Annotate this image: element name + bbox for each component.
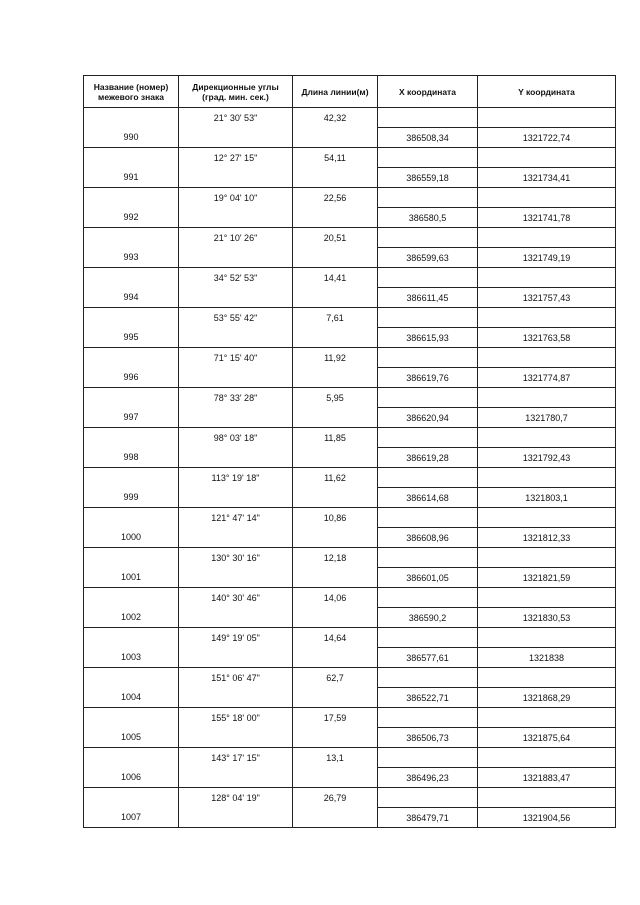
cell-line-length: 11,62 — [293, 468, 378, 488]
cell-direction-angle — [179, 728, 293, 748]
cell-direction-angle — [179, 608, 293, 628]
cell-direction-angle: 130° 30' 16" — [179, 548, 293, 568]
cell-point-name: 990 — [84, 128, 179, 148]
cell-x-coordinate: 386559,18 — [378, 168, 478, 188]
cell-point-name — [84, 708, 179, 728]
cell-direction-angle: 71° 15' 40" — [179, 348, 293, 368]
cell-direction-angle — [179, 168, 293, 188]
cell-line-length: 11,85 — [293, 428, 378, 448]
cell-line-length — [293, 448, 378, 468]
cell-y-coordinate — [478, 188, 616, 208]
cell-direction-angle — [179, 408, 293, 428]
cell-x-coordinate — [378, 348, 478, 368]
table-row-point — [84, 648, 616, 668]
cell-y-coordinate: 1321749,19 — [478, 248, 616, 268]
cell-x-coordinate: 386599,63 — [378, 248, 478, 268]
cell-x-coordinate — [378, 188, 478, 208]
cell-y-coordinate: 1321757,43 — [478, 288, 616, 308]
cell-direction-angle: 21° 30' 53" — [179, 108, 293, 128]
cell-point-name: 1003 — [84, 648, 179, 668]
cell-x-coordinate: 386620,94 — [378, 408, 478, 428]
cell-line-length: 14,06 — [293, 588, 378, 608]
table-row-segment — [84, 188, 616, 208]
cell-line-length — [293, 248, 378, 268]
cell-line-length: 26,79 — [293, 788, 378, 808]
table-row-point — [84, 608, 616, 628]
cell-x-coordinate — [378, 548, 478, 568]
cell-direction-angle: 151° 06' 47" — [179, 668, 293, 688]
cell-point-name — [84, 148, 179, 168]
cell-line-length — [293, 128, 378, 148]
cell-direction-angle: 53° 55' 42" — [179, 308, 293, 328]
cell-x-coordinate: 386615,93 — [378, 328, 478, 348]
cell-direction-angle: 12° 27' 15" — [179, 148, 293, 168]
cell-point-name: 1004 — [84, 688, 179, 708]
cell-line-length — [293, 688, 378, 708]
table-row-segment — [84, 468, 616, 488]
cell-y-coordinate — [478, 348, 616, 368]
cell-y-coordinate — [478, 108, 616, 128]
table-row-point — [84, 368, 616, 388]
cell-direction-angle — [179, 288, 293, 308]
cell-x-coordinate — [378, 268, 478, 288]
cell-y-coordinate: 1321868,29 — [478, 688, 616, 708]
cell-line-length — [293, 368, 378, 388]
header-y: Y координата — [478, 76, 616, 108]
table-body — [84, 108, 616, 828]
cell-line-length: 62,7 — [293, 668, 378, 688]
cell-y-coordinate — [478, 508, 616, 528]
cell-point-name — [84, 188, 179, 208]
table-row-segment — [84, 428, 616, 448]
cell-direction-angle: 128° 04' 19" — [179, 788, 293, 808]
table-row-segment — [84, 388, 616, 408]
cell-x-coordinate: 386479,71 — [378, 808, 478, 828]
cell-direction-angle: 34° 52' 53" — [179, 268, 293, 288]
table-row-segment — [84, 268, 616, 288]
cell-x-coordinate — [378, 468, 478, 488]
cell-y-coordinate — [478, 228, 616, 248]
cell-y-coordinate: 1321875,64 — [478, 728, 616, 748]
cell-point-name: 1007 — [84, 808, 179, 828]
cell-y-coordinate — [478, 708, 616, 728]
cell-y-coordinate — [478, 628, 616, 648]
table-row-point — [84, 568, 616, 588]
cell-y-coordinate: 1321763,58 — [478, 328, 616, 348]
cell-direction-angle: 121° 47' 14" — [179, 508, 293, 528]
cell-point-name — [84, 348, 179, 368]
cell-direction-angle: 21° 10' 26" — [179, 228, 293, 248]
cell-direction-angle — [179, 528, 293, 548]
table-row-point — [84, 728, 616, 748]
cell-y-coordinate — [478, 788, 616, 808]
cell-x-coordinate: 386580,5 — [378, 208, 478, 228]
cell-x-coordinate — [378, 508, 478, 528]
cell-point-name — [84, 308, 179, 328]
cell-line-length: 20,51 — [293, 228, 378, 248]
cell-line-length: 17,59 — [293, 708, 378, 728]
table-row-segment — [84, 628, 616, 648]
table-row-segment — [84, 108, 616, 128]
header-angle: Дирекционные углы (град. мин. сек.) — [179, 76, 293, 108]
cell-y-coordinate — [478, 428, 616, 448]
cell-direction-angle — [179, 328, 293, 348]
header-name: Название (номер) межевого знака — [84, 76, 179, 108]
cell-x-coordinate: 386496,23 — [378, 768, 478, 788]
cell-y-coordinate: 1321821,59 — [478, 568, 616, 588]
boundary-coordinates-table — [83, 75, 616, 828]
cell-y-coordinate: 1321792,43 — [478, 448, 616, 468]
cell-direction-angle — [179, 568, 293, 588]
cell-point-name — [84, 588, 179, 608]
cell-point-name: 1001 — [84, 568, 179, 588]
cell-x-coordinate: 386506,73 — [378, 728, 478, 748]
cell-line-length: 14,64 — [293, 628, 378, 648]
cell-x-coordinate: 386619,76 — [378, 368, 478, 388]
cell-point-name: 992 — [84, 208, 179, 228]
cell-x-coordinate: 386608,96 — [378, 528, 478, 548]
cell-line-length — [293, 488, 378, 508]
cell-point-name — [84, 508, 179, 528]
cell-y-coordinate — [478, 388, 616, 408]
cell-x-coordinate — [378, 428, 478, 448]
table-row-point — [84, 248, 616, 268]
cell-direction-angle — [179, 248, 293, 268]
cell-line-length: 14,41 — [293, 268, 378, 288]
cell-point-name: 994 — [84, 288, 179, 308]
table-row-segment — [84, 508, 616, 528]
cell-x-coordinate — [378, 668, 478, 688]
table-row-point — [84, 808, 616, 828]
cell-line-length — [293, 808, 378, 828]
table-row-point — [84, 488, 616, 508]
cell-line-length — [293, 568, 378, 588]
header-length: Длина линии(м) — [293, 76, 378, 108]
cell-y-coordinate — [478, 668, 616, 688]
cell-line-length: 7,61 — [293, 308, 378, 328]
table-row-segment — [84, 708, 616, 728]
cell-x-coordinate — [378, 308, 478, 328]
cell-direction-angle: 98° 03' 18" — [179, 428, 293, 448]
cell-y-coordinate — [478, 748, 616, 768]
cell-y-coordinate: 1321830,53 — [478, 608, 616, 628]
cell-line-length: 13,1 — [293, 748, 378, 768]
cell-direction-angle: 140° 30' 46" — [179, 588, 293, 608]
cell-point-name — [84, 108, 179, 128]
table-row-segment — [84, 748, 616, 768]
cell-line-length — [293, 208, 378, 228]
table-row-point — [84, 408, 616, 428]
cell-y-coordinate: 1321780,7 — [478, 408, 616, 428]
cell-point-name: 995 — [84, 328, 179, 348]
cell-point-name: 993 — [84, 248, 179, 268]
cell-line-length: 5,95 — [293, 388, 378, 408]
cell-x-coordinate: 386619,28 — [378, 448, 478, 468]
cell-line-length — [293, 608, 378, 628]
cell-line-length: 10,86 — [293, 508, 378, 528]
cell-y-coordinate: 1321774,87 — [478, 368, 616, 388]
cell-y-coordinate — [478, 268, 616, 288]
cell-y-coordinate: 1321803,1 — [478, 488, 616, 508]
cell-point-name: 997 — [84, 408, 179, 428]
table-row-point — [84, 168, 616, 188]
cell-point-name — [84, 548, 179, 568]
table-row-segment — [84, 348, 616, 368]
table-row-segment — [84, 588, 616, 608]
cell-x-coordinate — [378, 588, 478, 608]
cell-x-coordinate — [378, 388, 478, 408]
cell-line-length — [293, 768, 378, 788]
cell-y-coordinate: 1321812,33 — [478, 528, 616, 548]
cell-point-name — [84, 468, 179, 488]
cell-direction-angle — [179, 448, 293, 468]
cell-point-name: 1006 — [84, 768, 179, 788]
table-header-row — [84, 76, 616, 108]
cell-direction-angle: 78° 33' 28" — [179, 388, 293, 408]
cell-point-name — [84, 428, 179, 448]
cell-direction-angle: 149° 19' 05" — [179, 628, 293, 648]
cell-x-coordinate: 386508,34 — [378, 128, 478, 148]
table-row-point — [84, 288, 616, 308]
cell-point-name: 1005 — [84, 728, 179, 748]
cell-line-length: 12,18 — [293, 548, 378, 568]
table-row-segment — [84, 668, 616, 688]
table-row-point — [84, 328, 616, 348]
cell-y-coordinate — [478, 588, 616, 608]
cell-point-name — [84, 228, 179, 248]
cell-direction-angle — [179, 648, 293, 668]
cell-direction-angle — [179, 208, 293, 228]
table-row-point — [84, 768, 616, 788]
cell-point-name: 996 — [84, 368, 179, 388]
cell-direction-angle: 19° 04' 10" — [179, 188, 293, 208]
table-row-segment — [84, 308, 616, 328]
table-row-segment — [84, 148, 616, 168]
cell-x-coordinate — [378, 708, 478, 728]
cell-point-name — [84, 268, 179, 288]
cell-line-length — [293, 328, 378, 348]
cell-x-coordinate: 386522,71 — [378, 688, 478, 708]
cell-x-coordinate — [378, 628, 478, 648]
cell-x-coordinate — [378, 228, 478, 248]
cell-y-coordinate: 1321722,74 — [478, 128, 616, 148]
cell-y-coordinate: 1321904,56 — [478, 808, 616, 828]
cell-y-coordinate — [478, 468, 616, 488]
cell-line-length — [293, 648, 378, 668]
table-row-point — [84, 688, 616, 708]
cell-point-name — [84, 628, 179, 648]
cell-direction-angle — [179, 688, 293, 708]
table-row-point — [84, 528, 616, 548]
cell-direction-angle — [179, 808, 293, 828]
cell-y-coordinate — [478, 548, 616, 568]
cell-line-length: 11,92 — [293, 348, 378, 368]
cell-point-name: 1000 — [84, 528, 179, 548]
table-row-point — [84, 208, 616, 228]
cell-y-coordinate — [478, 148, 616, 168]
cell-point-name — [84, 668, 179, 688]
header-x: X координата — [378, 76, 478, 108]
cell-x-coordinate — [378, 748, 478, 768]
cell-x-coordinate: 386577,61 — [378, 648, 478, 668]
table-row-point — [84, 448, 616, 468]
cell-point-name: 999 — [84, 488, 179, 508]
table-row-point — [84, 128, 616, 148]
cell-x-coordinate — [378, 108, 478, 128]
cell-line-length — [293, 728, 378, 748]
cell-line-length: 42,32 — [293, 108, 378, 128]
cell-y-coordinate — [478, 308, 616, 328]
cell-direction-angle: 155° 18' 00" — [179, 708, 293, 728]
cell-point-name: 991 — [84, 168, 179, 188]
cell-direction-angle — [179, 768, 293, 788]
cell-direction-angle — [179, 368, 293, 388]
cell-x-coordinate: 386601,05 — [378, 568, 478, 588]
cell-x-coordinate — [378, 788, 478, 808]
cell-line-length: 54,11 — [293, 148, 378, 168]
cell-point-name: 1002 — [84, 608, 179, 628]
cell-line-length — [293, 408, 378, 428]
cell-x-coordinate: 386590,2 — [378, 608, 478, 628]
cell-direction-angle: 143° 17' 15" — [179, 748, 293, 768]
table-row-segment — [84, 548, 616, 568]
cell-point-name — [84, 748, 179, 768]
cell-y-coordinate: 1321883,47 — [478, 768, 616, 788]
cell-point-name: 998 — [84, 448, 179, 468]
cell-line-length — [293, 288, 378, 308]
cell-line-length — [293, 168, 378, 188]
cell-y-coordinate: 1321741,78 — [478, 208, 616, 228]
table-row-segment — [84, 228, 616, 248]
cell-x-coordinate: 386611,45 — [378, 288, 478, 308]
cell-y-coordinate: 1321838 — [478, 648, 616, 668]
cell-x-coordinate — [378, 148, 478, 168]
cell-point-name — [84, 788, 179, 808]
cell-x-coordinate: 386614,68 — [378, 488, 478, 508]
cell-point-name — [84, 388, 179, 408]
cell-direction-angle — [179, 488, 293, 508]
cell-direction-angle: 113° 19' 18" — [179, 468, 293, 488]
cell-direction-angle — [179, 128, 293, 148]
table-row-segment — [84, 788, 616, 808]
cell-line-length: 22,56 — [293, 188, 378, 208]
cell-line-length — [293, 528, 378, 548]
cell-y-coordinate: 1321734,41 — [478, 168, 616, 188]
